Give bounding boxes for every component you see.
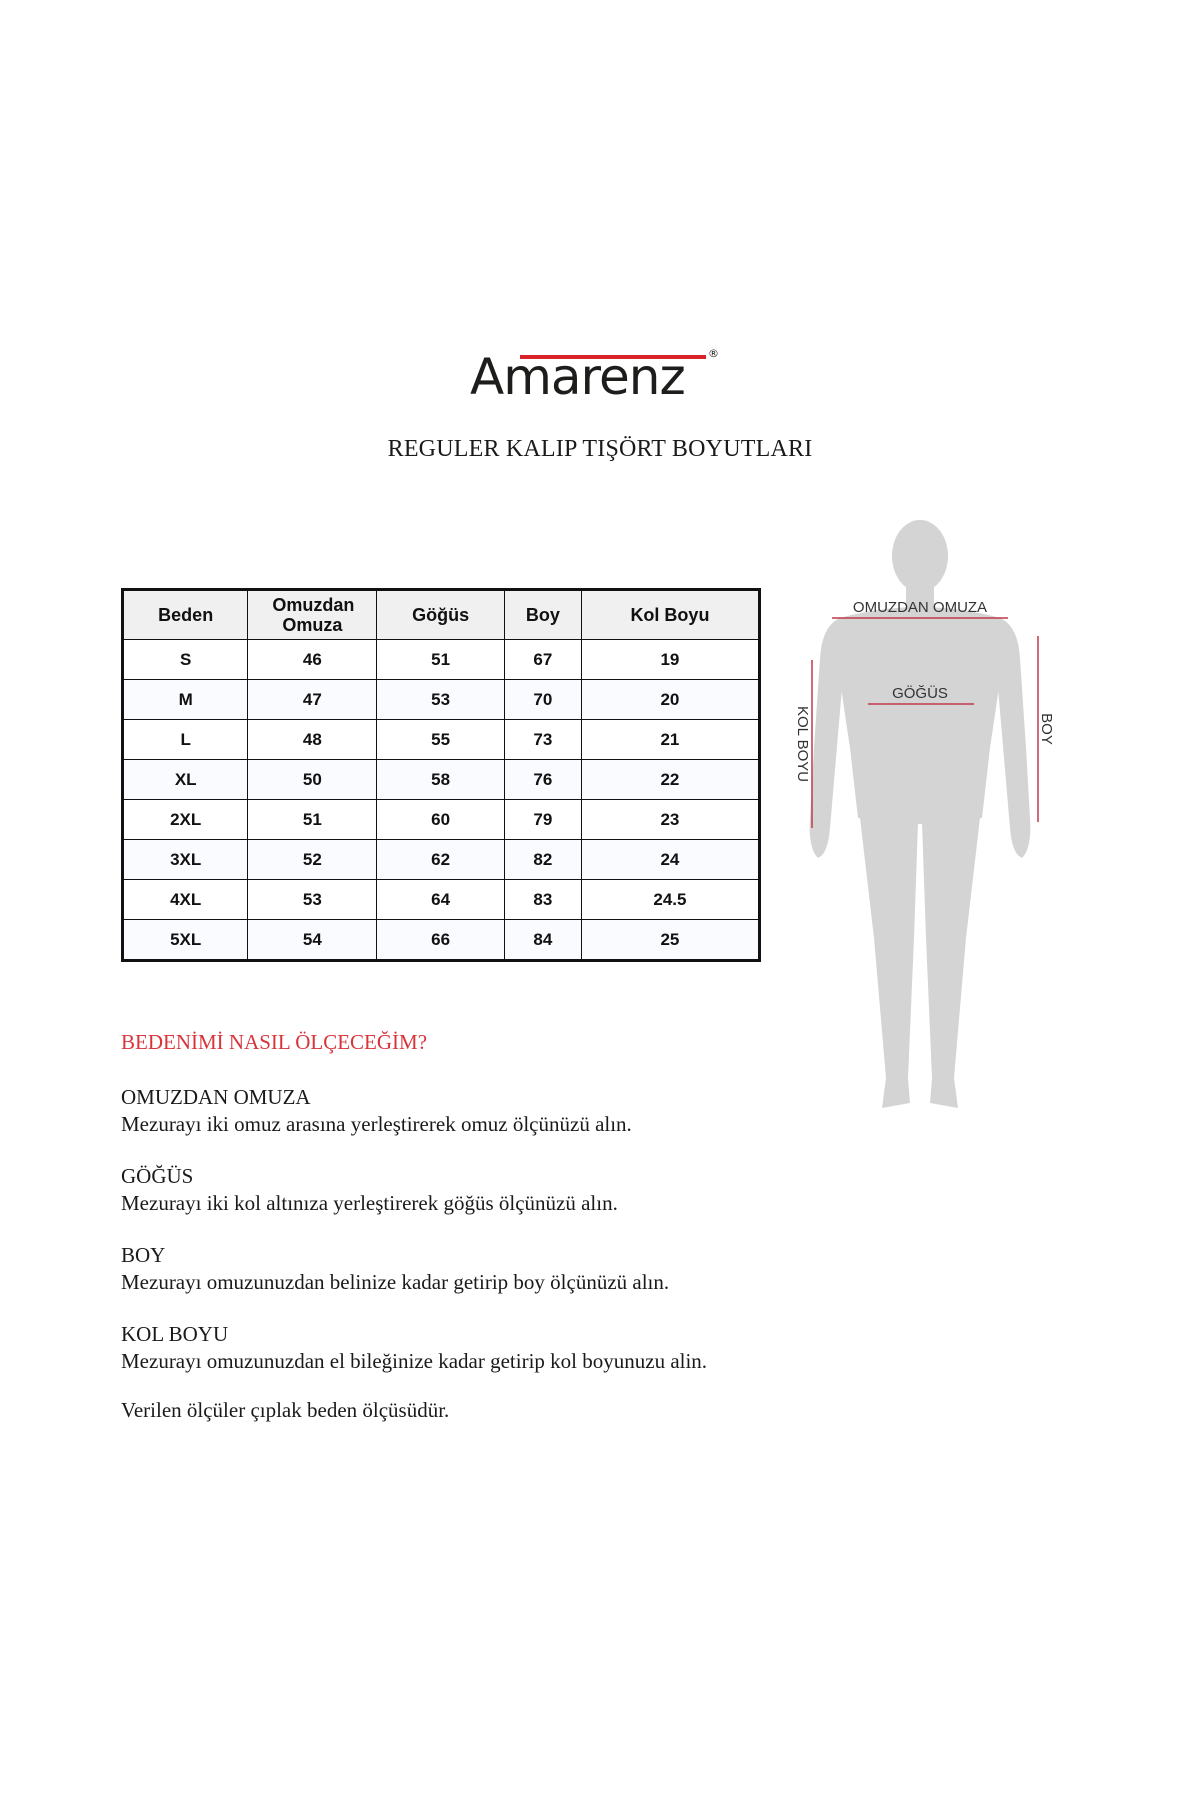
table-row xyxy=(123,680,760,720)
table-row xyxy=(123,840,760,880)
cell-kol-boyu: 25 xyxy=(581,920,759,961)
cell-omuz: 48 xyxy=(248,720,377,760)
cell-gogus: 66 xyxy=(377,920,505,961)
section-title: BOY xyxy=(121,1243,166,1267)
howto-heading: BEDENİMİ NASIL ÖLÇECEĞİM? xyxy=(121,1030,428,1054)
cell-boy: 73 xyxy=(504,720,581,760)
cell-beden: L xyxy=(123,720,248,760)
cell-kol-boyu: 23 xyxy=(581,800,759,840)
measurement-note: Verilen ölçüler çıplak beden ölçüsüdür. xyxy=(121,1398,450,1422)
howto-section-shoulder xyxy=(121,1084,632,1138)
header-beden: Beden xyxy=(123,590,248,640)
cell-beden: 2XL xyxy=(123,800,248,840)
cell-gogus: 55 xyxy=(377,720,505,760)
cell-boy: 67 xyxy=(504,640,581,680)
cell-omuz: 53 xyxy=(248,880,377,920)
header-boy: Boy xyxy=(504,590,581,640)
brand-logo xyxy=(470,347,730,407)
shoulder-label: OMUZDAN OMUZA xyxy=(852,599,988,616)
cell-omuz: 47 xyxy=(248,680,377,720)
cell-beden: M xyxy=(123,680,248,720)
cell-boy: 79 xyxy=(504,800,581,840)
chest-label: GÖĞÜS xyxy=(892,685,948,702)
logo-text: Amarenz xyxy=(470,348,685,406)
page-title: REGULER KALIP TIŞÖRT BOYUTLARI xyxy=(387,436,813,462)
howto-section-chest xyxy=(121,1163,618,1217)
cell-beden: 3XL xyxy=(123,840,248,880)
cell-beden: 5XL xyxy=(123,920,248,961)
cell-omuz: 52 xyxy=(248,840,377,880)
table-row xyxy=(123,760,760,800)
section-body: Mezurayı omuzunuzdan belinize kadar getirip boy ölçünüzü alın. xyxy=(121,1270,670,1294)
cell-omuz: 46 xyxy=(248,640,377,680)
cell-beden: XL xyxy=(123,760,248,800)
cell-beden: S xyxy=(123,640,248,680)
cell-beden: 4XL xyxy=(123,880,248,920)
cell-boy: 76 xyxy=(504,760,581,800)
table-row xyxy=(123,880,760,920)
cell-boy: 83 xyxy=(504,880,581,920)
sleeve-label: KOL BOYU xyxy=(794,705,811,783)
section-title: KOL BOYU xyxy=(121,1322,229,1346)
length-label: BOY xyxy=(1038,713,1055,745)
cell-gogus: 60 xyxy=(377,800,505,840)
header-kol-boyu: Kol Boyu xyxy=(581,590,759,640)
cell-boy: 70 xyxy=(504,680,581,720)
header-omuzdan-omuza-label: Omuzdan Omuza xyxy=(272,595,355,635)
cell-gogus: 64 xyxy=(377,880,505,920)
cell-kol-boyu: 20 xyxy=(581,680,759,720)
cell-kol-boyu: 22 xyxy=(581,760,759,800)
cell-gogus: 58 xyxy=(377,760,505,800)
section-title: GÖĞÜS xyxy=(121,1164,194,1188)
body-measurement-figure xyxy=(770,518,1055,1118)
table-row xyxy=(123,720,760,760)
section-body: Mezurayı iki kol altınıza yerleştirerek göğüs ölçünüzü alın. xyxy=(121,1191,618,1215)
cell-omuz: 51 xyxy=(248,800,377,840)
table-row xyxy=(123,920,760,961)
cell-gogus: 53 xyxy=(377,680,505,720)
cell-kol-boyu: 19 xyxy=(581,640,759,680)
cell-kol-boyu: 21 xyxy=(581,720,759,760)
cell-gogus: 62 xyxy=(377,840,505,880)
cell-gogus: 51 xyxy=(377,640,505,680)
cell-kol-boyu: 24.5 xyxy=(581,880,759,920)
header-omuzdan-omuza xyxy=(248,590,377,640)
cell-kol-boyu: 24 xyxy=(581,840,759,880)
section-body: Mezurayı iki omuz arasına yerleştirerek omuz ölçünüzü alın. xyxy=(121,1112,632,1136)
header-gogus: Göğüs xyxy=(377,590,505,640)
size-table xyxy=(121,588,761,962)
howto-section-sleeve xyxy=(121,1321,707,1375)
cell-boy: 84 xyxy=(504,920,581,961)
cell-omuz: 54 xyxy=(248,920,377,961)
table-row xyxy=(123,800,760,840)
section-body: Mezurayı omuzunuzdan el bileğinize kadar getirip kol boyunuzu alin. xyxy=(121,1349,708,1373)
howto-section-length xyxy=(121,1242,669,1296)
cell-boy: 82 xyxy=(504,840,581,880)
table-row xyxy=(123,640,760,680)
registered-mark: ® xyxy=(708,347,719,360)
cell-omuz: 50 xyxy=(248,760,377,800)
table-header-row xyxy=(123,590,760,640)
section-title: OMUZDAN OMUZA xyxy=(121,1085,311,1109)
